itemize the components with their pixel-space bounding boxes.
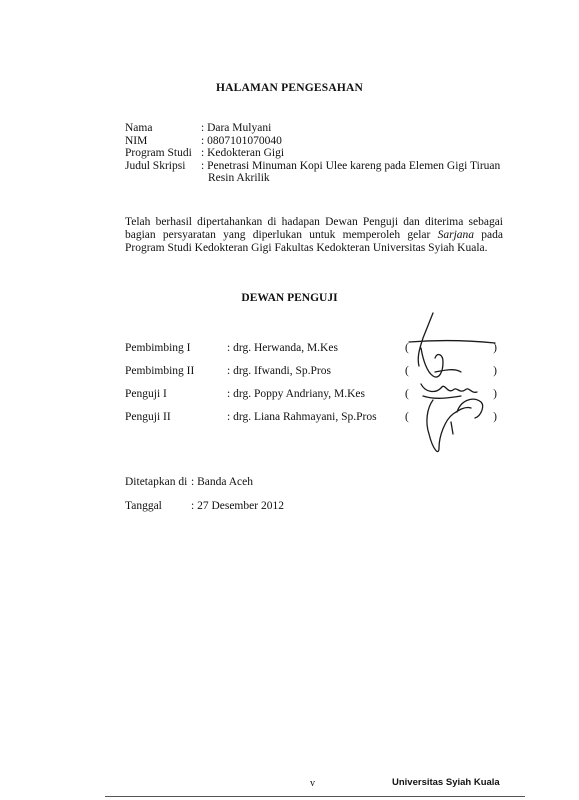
decision-block [125, 470, 284, 518]
decision-value: : Banda Aceh [191, 476, 253, 488]
examiner-name: : drg. Liana Rahmayani, Sp.Pros [227, 410, 377, 423]
statement-part2: pada Program Studi Kedokteran Gigi Fakultas Kedokteran Universitas Syiah Kuala. [125, 229, 503, 254]
decision-row [125, 494, 284, 518]
examiner-name: : drg. Poppy Andriany, M.Kes [227, 387, 365, 400]
bracket-open: ( [405, 387, 409, 400]
student-info [125, 122, 511, 185]
statement-paragraph [125, 216, 503, 255]
examiner-role: Penguji II [125, 410, 171, 423]
bracket-close: ) [493, 387, 497, 400]
info-label: Nama [125, 122, 153, 134]
examiner-role: Pembimbing II [125, 364, 195, 377]
examiner-name: : drg. Herwanda, M.Kes [227, 341, 338, 354]
thesis-title-line1: : Penetrasi Minuman Kopi Ulee kareng pada Elemen Gigi Tiruan [201, 159, 501, 172]
signature-2 [421, 348, 461, 377]
bracket-open: ( [405, 341, 409, 354]
info-label: Program Studi [125, 147, 192, 159]
info-row-thesis-title [125, 160, 511, 185]
info-value [201, 160, 511, 185]
info-row-program [125, 147, 511, 160]
bracket-close: ) [493, 364, 497, 377]
decision-row [125, 470, 284, 494]
decision-label: Ditetapkan di [125, 476, 188, 488]
info-row-nim [125, 135, 511, 148]
examiner-role: Pembimbing I [125, 341, 191, 354]
page-title: HALAMAN PENGESAHAN [215, 82, 364, 94]
decision-label: Tanggal [125, 500, 162, 512]
examiner-role: Penguji I [125, 387, 167, 400]
signature-4 [427, 399, 483, 451]
info-value: : Dara Mulyani [201, 122, 272, 134]
footer-divider [105, 796, 525, 797]
info-label: NIM [125, 134, 148, 147]
info-label: Judul Skripsi [125, 159, 186, 172]
bracket-close: ) [493, 341, 497, 354]
examiner-name: : drg. Ifwandi, Sp.Pros [227, 364, 331, 377]
thesis-title-line2: Resin Akrilik [208, 172, 270, 184]
degree-title: Sarjana [437, 229, 475, 241]
info-value: : 0807101070040 [201, 134, 282, 147]
signature-3 [421, 384, 477, 398]
handwritten-signatures [395, 310, 505, 460]
info-row-name [125, 122, 511, 135]
info-value: : Kedokteran Gigi [201, 147, 285, 159]
board-title: DEWAN PENGUJI [241, 292, 338, 304]
footer-university: Universitas Syiah Kuala [392, 777, 500, 788]
bracket-open: ( [405, 364, 409, 377]
statement-part1: Telah berhasil dipertahankan di hadapan Dewan Penguji dan diterima sebagai bagian persyaratan yang diperlukan untuk memperoleh gelar [125, 216, 503, 241]
signature-1 [409, 313, 495, 366]
decision-value: : 27 Desember 2012 [191, 500, 284, 512]
page-number: v [310, 778, 315, 789]
bracket-open: ( [405, 410, 409, 423]
bracket-close: ) [493, 410, 497, 423]
